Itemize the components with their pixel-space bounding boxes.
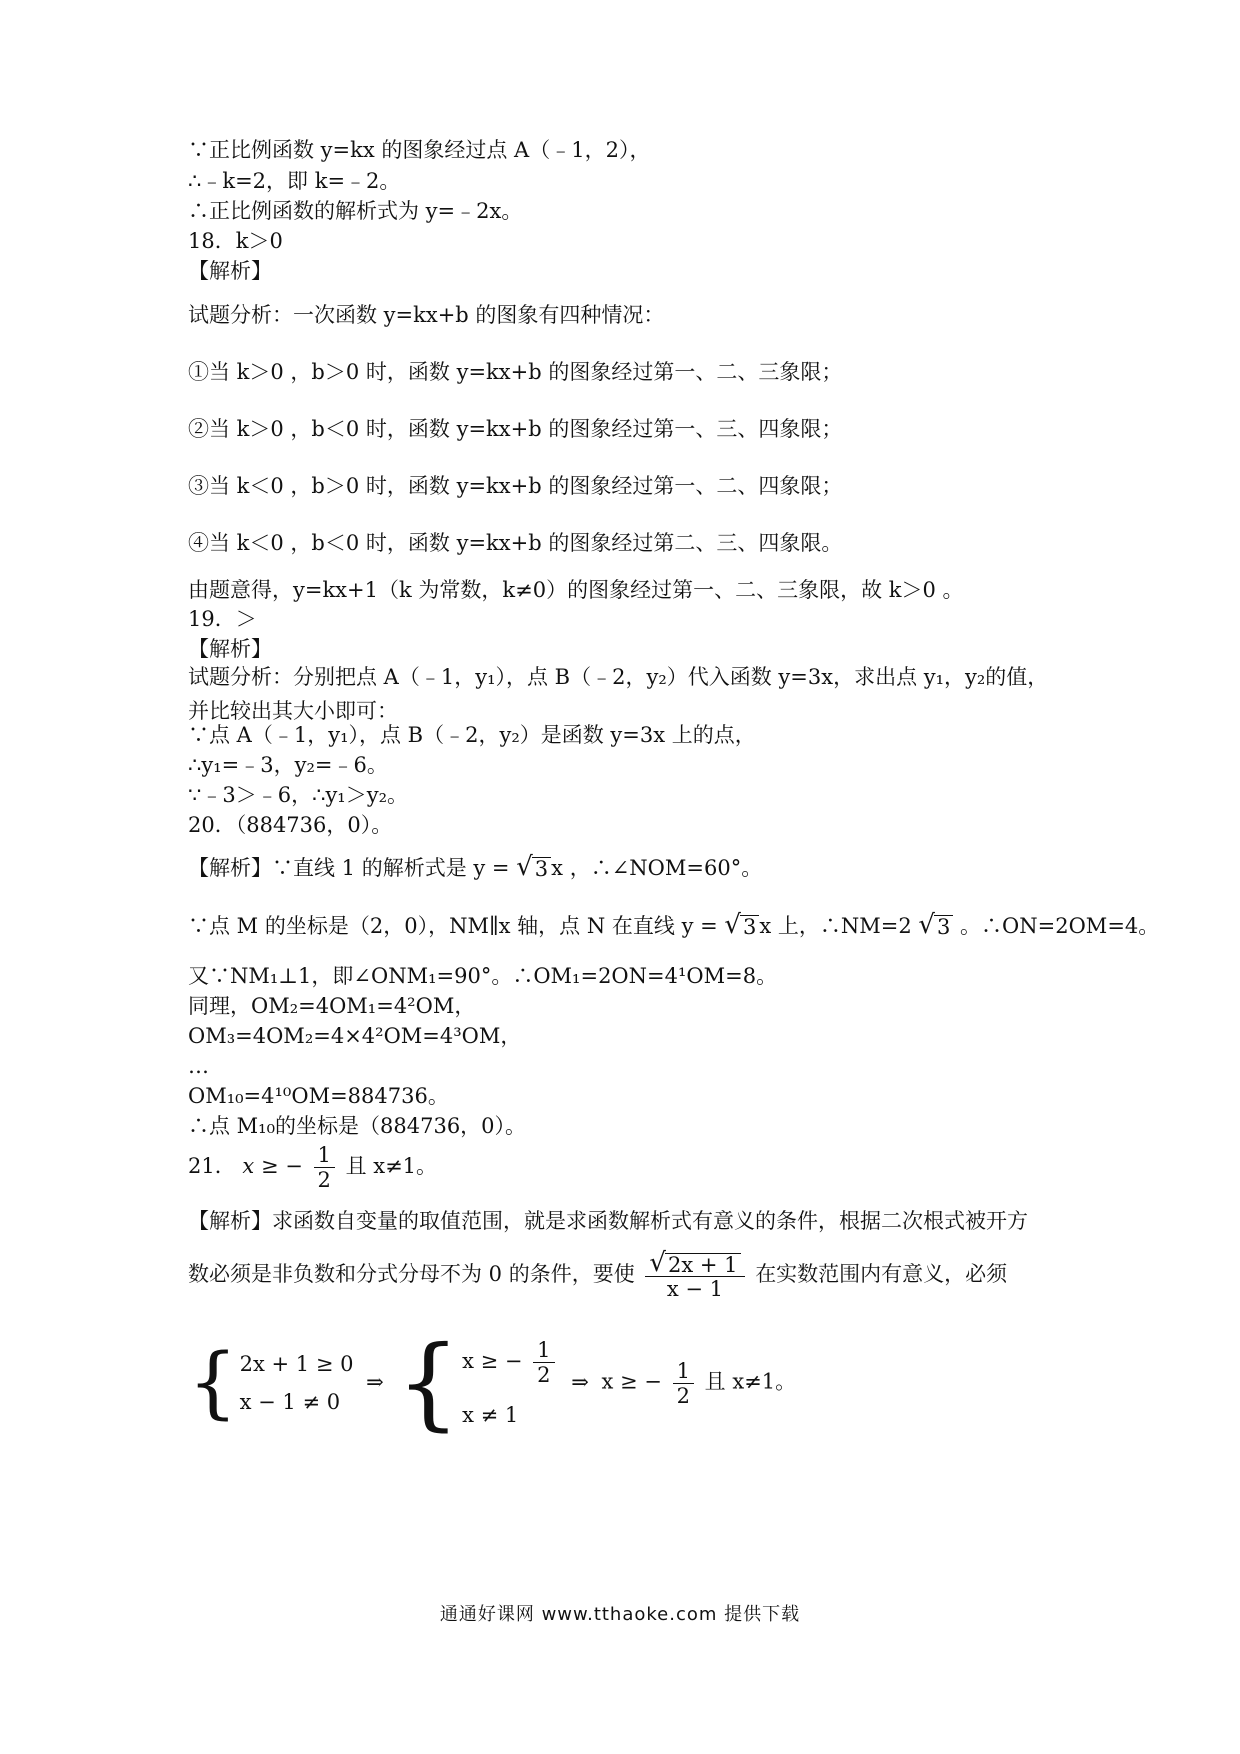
math-span: x ≥ − bbox=[601, 1369, 662, 1394]
math-span: x ≥ − bbox=[242, 1154, 303, 1178]
implies-icon: ⇒ bbox=[366, 1369, 384, 1394]
sqrt-expression: √ 3 bbox=[724, 912, 759, 938]
brace-icon: { bbox=[396, 1324, 461, 1441]
sqrt-expression: √ 3 bbox=[516, 854, 551, 880]
text-line: ∴y₁=﹣3，y₂=﹣6。 bbox=[188, 753, 388, 777]
text-span: ∵点 M 的坐标是（2，0），NM∥x 轴，点 N 在直线 y = bbox=[188, 914, 718, 938]
analysis-heading: 【解析】 bbox=[188, 259, 272, 283]
system-rows bbox=[240, 1345, 354, 1421]
text-line: ∵点 A（﹣1，y₁），点 B（﹣2，y₂）是函数 y=3x 上的点， bbox=[188, 723, 756, 747]
text-span: 且 x≠1。 bbox=[345, 1154, 438, 1178]
equation-system bbox=[188, 1338, 354, 1428]
text-span: x 上，∴NM=2 bbox=[759, 914, 912, 938]
question-number: 21． bbox=[188, 1154, 236, 1178]
text-line: 【解析】求函数自变量的取值范围，就是求函数解析式有意义的条件，根据二次根式被开方 bbox=[188, 1209, 1028, 1233]
brace-icon: { bbox=[188, 1338, 238, 1428]
text-span: x ，∴∠NOM=60°。 bbox=[551, 856, 763, 880]
fraction bbox=[314, 1143, 335, 1192]
numerator: 1 bbox=[533, 1338, 554, 1363]
denominator: 2 bbox=[537, 1362, 551, 1387]
text-line: ∴点 M₁₀的坐标是（884736，0）。 bbox=[188, 1114, 527, 1138]
text-line: ④当 k＜0 ，b＜0 时，函数 y=kx+b 的图象经过第二、三、四象限。 bbox=[188, 531, 843, 555]
formula-line bbox=[188, 1240, 1007, 1308]
denominator: 2 bbox=[676, 1383, 690, 1408]
text-line: ①当 k＞0 ，b＞0 时，函数 y=kx+b 的图象经过第一、二、三象限； bbox=[188, 360, 843, 384]
text-line: ∵﹣3＞﹣6，∴y₁＞y₂。 bbox=[188, 783, 409, 807]
text-line: 试题分析：一次函数 y=kx+b 的图象有四种情况： bbox=[188, 303, 665, 327]
text-line: ②当 k＞0 ，b＜0 时，函数 y=kx+b 的图象经过第一、三、四象限； bbox=[188, 417, 843, 441]
radicand: 3 bbox=[532, 857, 551, 880]
system-rows bbox=[462, 1330, 558, 1436]
question-21-line bbox=[188, 1136, 437, 1196]
question-number: 20．（884736，0）。 bbox=[188, 813, 393, 837]
formula-line bbox=[188, 854, 762, 881]
system-row: 2x + 1 ≥ 0 bbox=[239, 1352, 354, 1376]
radicand: 2x + 1 bbox=[665, 1253, 741, 1276]
text-line: 又∵NM₁⊥1，即∠ONM₁=90°。∴OM₁=2ON=4¹OM=8。 bbox=[188, 964, 778, 988]
denominator: 2 bbox=[317, 1168, 331, 1192]
text-line: OM₁₀=4¹⁰OM=884736。 bbox=[188, 1084, 449, 1108]
text-paragraph: 试题分析：分别把点 A（﹣1，y₁），点 B（﹣2，y₂）代入函数 y=3x，求出点 y₁，y₂的值，并比较出其大小即可： bbox=[188, 665, 1049, 723]
equation-system-line bbox=[188, 1324, 797, 1441]
text-span: 且 x≠1。 bbox=[704, 1369, 797, 1394]
text-line: ∴﹣k=2，即 k=﹣2。 bbox=[188, 169, 401, 193]
text-line: … bbox=[188, 1054, 209, 1078]
system-row: x − 1 ≠ 0 bbox=[239, 1390, 341, 1414]
radicand: 3 bbox=[740, 915, 759, 938]
text-span: 【解析】∵直线 1 的解析式是 y = bbox=[188, 856, 510, 880]
implies-icon: ⇒ bbox=[571, 1369, 589, 1394]
math-span: x ≥ − bbox=[462, 1348, 523, 1373]
system-row bbox=[462, 1338, 558, 1387]
numerator bbox=[645, 1250, 744, 1277]
text-span: 。∴ON=2OM=4。 bbox=[960, 914, 1160, 938]
numerator: 1 bbox=[314, 1143, 335, 1168]
page-footer: 通通好课网 www.tthaoke.com 提供下载 bbox=[439, 1604, 801, 1625]
text-span: 在实数范围内有意义，必须 bbox=[755, 1262, 1008, 1286]
sqrt-expression: √ 2x + 1 bbox=[649, 1250, 740, 1276]
formula-line bbox=[188, 912, 1159, 939]
question-number: 18．k＞0 bbox=[188, 229, 283, 253]
fraction bbox=[645, 1250, 744, 1301]
text-line: 由题意得，y=kx+1（k 为常数，k≠0）的图象经过第一、二、三象限，故 k＞0 。 bbox=[188, 578, 964, 602]
text-line: 同理，OM₂=4OM₁=4²OM， bbox=[188, 994, 476, 1018]
analysis-heading: 【解析】 bbox=[188, 637, 272, 661]
sqrt-expression: √ 3 bbox=[918, 912, 953, 938]
system-row: x ≠ 1 bbox=[462, 1403, 519, 1428]
fraction bbox=[673, 1359, 694, 1408]
equation-system bbox=[396, 1324, 558, 1441]
text-line: ∴正比例函数的解析式为 y=﹣2x。 bbox=[188, 199, 523, 223]
text-line: ③当 k＜0 ，b＞0 时，函数 y=kx+b 的图象经过第一、二、四象限； bbox=[188, 474, 843, 498]
text-span: 数必须是非负数和分式分母不为 0 的条件，要使 bbox=[188, 1262, 635, 1286]
numerator: 1 bbox=[673, 1359, 694, 1384]
denominator: x − 1 bbox=[666, 1277, 724, 1301]
fraction bbox=[533, 1338, 554, 1387]
text-line: OM₃=4OM₂=4×4²OM=4³OM， bbox=[188, 1024, 522, 1048]
text-line: ∵正比例函数 y=kx 的图象经过点 A（﹣1，2）， bbox=[188, 138, 651, 162]
question-number: 19．＞ bbox=[188, 607, 257, 631]
radicand: 3 bbox=[934, 915, 953, 938]
